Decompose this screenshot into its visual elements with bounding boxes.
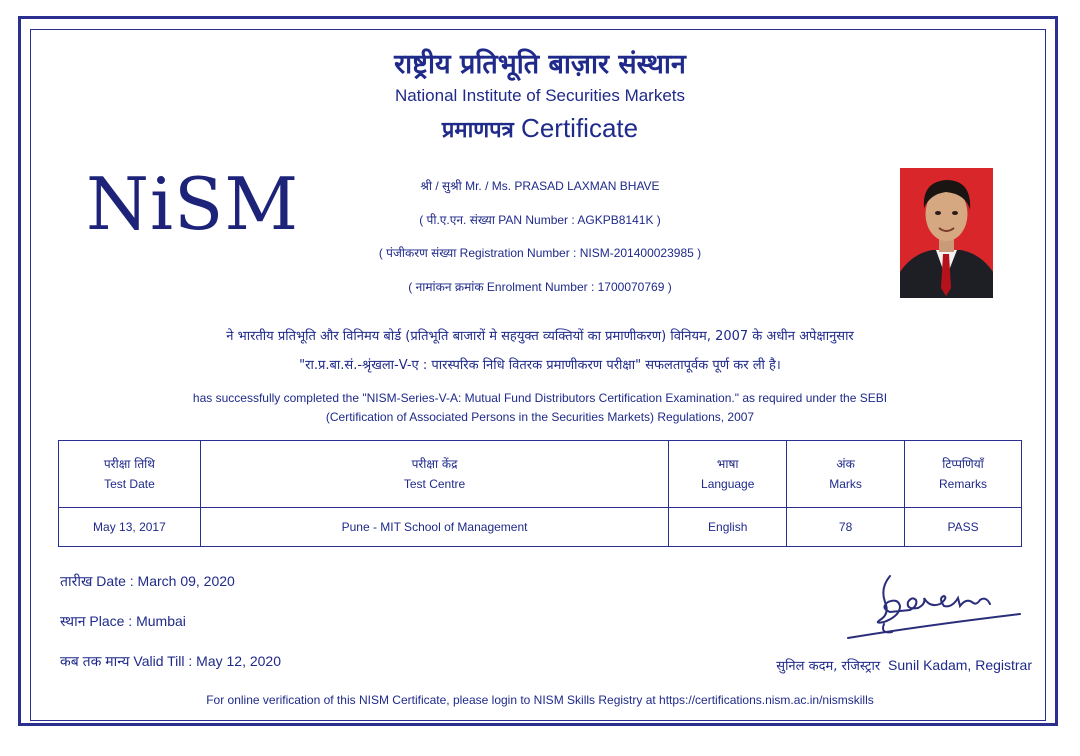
issue-date: तारीख Date : March 09, 2020 xyxy=(60,573,235,589)
registrar-signature xyxy=(840,568,1030,648)
header-marks-hindi: अंक xyxy=(836,457,855,471)
nism-logo: NiSM xyxy=(86,162,300,246)
table-row xyxy=(59,508,1022,547)
registrar-name-english: Sunil Kadam, Registrar xyxy=(888,657,1032,673)
online-verification-note: For online verification of this NISM Certificate, please login to NISM Skills Registry at https://certifications.nism.ac.in/nismskills xyxy=(206,693,874,707)
header-test-date xyxy=(59,441,201,508)
header-test-date-english: Test Date xyxy=(104,477,155,491)
header-remarks-hindi: टिप्पणियाँ xyxy=(942,457,984,471)
completion-text-english-1: has successfully completed the "NISM-Series-V-A: Mutual Fund Distributors Certification Examination." as required under the SEBI xyxy=(192,391,888,405)
issue-place: स्थान Place : Mumbai xyxy=(60,613,186,629)
certificate-heading-hindi: प्रमाणपत्र xyxy=(441,118,514,143)
valid-till: कब तक मान्य Valid Till : May 12, 2020 xyxy=(60,653,281,669)
certificate-heading xyxy=(0,113,1080,144)
header-test-centre-english: Test Centre xyxy=(403,477,466,491)
institute-title-english: National Institute of Securities Markets xyxy=(394,86,686,105)
institute-title-hindi: राष्ट्रीय प्रतिभूति बाज़ार संस्थान xyxy=(394,49,686,80)
header-language xyxy=(669,441,787,508)
candidate-name: श्री / सुश्री Mr. / Ms. PRASAD LAXMAN BHAVE xyxy=(420,179,660,193)
registrar-name xyxy=(776,656,1032,674)
registrar-name-hindi: सुनिल कदम, रजिस्ट्रार xyxy=(776,659,881,674)
header-test-date-hindi: परीक्षा तिथि xyxy=(103,457,155,471)
cell-test-date: May 13, 2017 xyxy=(59,508,201,547)
header-marks-english: Marks xyxy=(829,477,862,491)
header-test-centre xyxy=(200,441,668,508)
header-language-english: Language xyxy=(701,477,755,491)
enrolment-number: ( नामांकन क्रमांक Enrolment Number : 1700070769 ) xyxy=(408,280,672,294)
certificate-heading-english: Certificate xyxy=(521,113,639,143)
cell-marks: 78 xyxy=(787,508,905,547)
header-language-hindi: भाषा xyxy=(716,457,739,471)
cell-test-centre: Pune - MIT School of Management xyxy=(200,508,668,547)
results-table-header xyxy=(59,441,1022,508)
results-table xyxy=(58,440,1022,547)
completion-text-english-2: (Certification of Associated Persons in the Securities Markets) Regulations, 2007 xyxy=(325,410,755,424)
cell-remarks: PASS xyxy=(905,508,1022,547)
header-marks xyxy=(787,441,905,508)
completion-text-hindi-2: "रा.प्र.बा.सं.-श्रृंखला-V-ए : पारस्परिक निधि वितरक प्रमाणीकरण परीक्षा" सफलतापूर्वक पूर्ण कर ली है। xyxy=(299,358,781,373)
registration-number: ( पंजीकरण संख्या Registration Number : NISM-201400023985 ) xyxy=(378,246,702,260)
header-test-centre-hindi: परीक्षा केंद्र xyxy=(411,457,458,471)
header-remarks-english: Remarks xyxy=(939,477,988,491)
completion-text-hindi-1: ने भारतीय प्रतिभूति और विनिमय बोर्ड (प्रतिभूति बाजारों मे सहयुक्त व्यक्तियों का प्रमाणीकरण) विनियम, 2007 के अधीन अपेक्षानुसार xyxy=(226,329,854,344)
pan-number: ( पी.ए.एन. संख्या PAN Number : AGKPB8141K ) xyxy=(419,213,661,227)
header-remarks xyxy=(905,441,1022,508)
cell-language: English xyxy=(669,508,787,547)
